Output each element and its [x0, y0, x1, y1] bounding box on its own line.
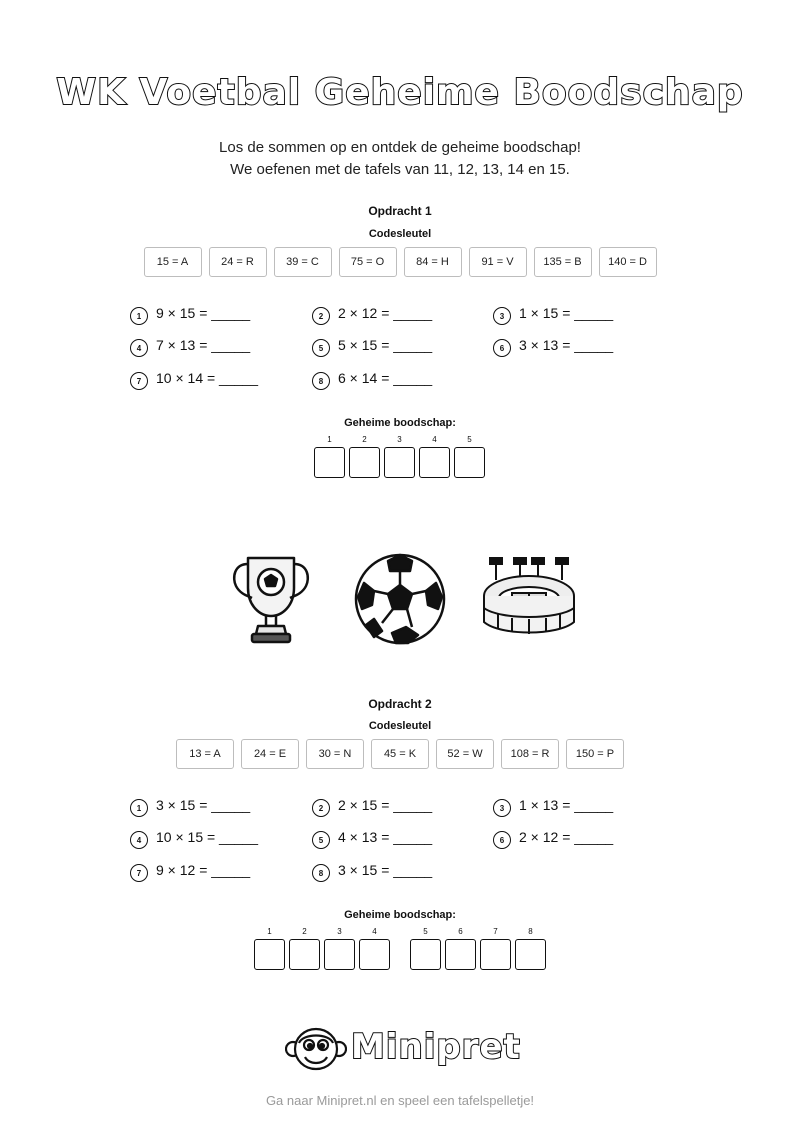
- problem-text: 10 × 15 = _____: [156, 829, 258, 845]
- answer-box[interactable]: [454, 447, 485, 478]
- answer-box[interactable]: [349, 447, 380, 478]
- exercise1-code-key-label: Codesleutel: [368, 228, 432, 240]
- slot-number: 6: [458, 927, 463, 936]
- problem: [493, 826, 613, 848]
- answer-box[interactable]: [314, 447, 345, 478]
- slot-number: 3: [337, 927, 342, 936]
- code-key-item: 91 = V: [469, 247, 527, 277]
- answer-slot: [480, 928, 511, 970]
- answer-box[interactable]: [384, 447, 415, 478]
- problem: [130, 302, 250, 324]
- problem: [312, 859, 432, 881]
- code-key-item: 39 = C: [274, 247, 332, 277]
- code-key-item: 140 = D: [599, 247, 657, 277]
- code-key-item: 24 = E: [241, 739, 299, 769]
- soccer-ball-icon: [352, 551, 448, 647]
- problem: [312, 794, 432, 816]
- problem: [130, 859, 250, 881]
- problem-number: 2: [312, 307, 330, 325]
- problem-number: 1: [130, 799, 148, 817]
- problem-text: 2 × 12 = _____: [519, 829, 614, 845]
- intro-line-1: Los de sommen op en ontdek de geheime boodschap!: [219, 139, 581, 156]
- footer-text: Ga naar Minipret.nl en speel een tafelspelletje!: [265, 1093, 535, 1108]
- problem-text: 7 × 13 = _____: [156, 337, 251, 353]
- answer-slot: [445, 928, 476, 970]
- problem-number: 8: [312, 372, 330, 390]
- problem-number: 6: [493, 831, 511, 849]
- slot-number: 5: [423, 927, 428, 936]
- code-key-item: 135 = B: [534, 247, 592, 277]
- exercise2-answer-slots-word2: [410, 928, 546, 970]
- problem-text: 2 × 12 = _____: [338, 305, 433, 321]
- problem-text: 6 × 14 = _____: [338, 370, 433, 386]
- exercise2-secret-label: Geheime boodschap:: [344, 909, 456, 921]
- page-title: WK Voetbal Geheime Boodschap: [56, 72, 744, 113]
- brand-logo: [285, 1025, 521, 1075]
- slot-number: 8: [528, 927, 533, 936]
- problem-number: 8: [312, 864, 330, 882]
- problem-number: 1: [130, 307, 148, 325]
- code-key-item: 84 = H: [404, 247, 462, 277]
- exercise1-heading: Opdracht 1: [368, 204, 432, 218]
- answer-box[interactable]: [515, 939, 546, 970]
- answer-box[interactable]: [419, 447, 450, 478]
- answer-slot: [314, 436, 345, 478]
- answer-slot: [515, 928, 546, 970]
- slot-number: 7: [493, 927, 498, 936]
- monkey-icon: [285, 1025, 347, 1073]
- code-key-item: 52 = W: [436, 739, 494, 769]
- code-key-item: 75 = O: [339, 247, 397, 277]
- answer-box[interactable]: [410, 939, 441, 970]
- answer-slot: [419, 436, 450, 478]
- answer-slot: [454, 436, 485, 478]
- answer-box[interactable]: [254, 939, 285, 970]
- exercise2-heading: Opdracht 2: [368, 697, 432, 711]
- problem: [493, 794, 613, 816]
- code-key-item: 15 = A: [144, 247, 202, 277]
- slot-number: 1: [267, 927, 272, 936]
- slot-number: 4: [432, 435, 437, 444]
- problem-text: 3 × 15 = _____: [338, 862, 433, 878]
- problem-number: 2: [312, 799, 330, 817]
- problem: [493, 302, 613, 324]
- problem: [130, 334, 250, 356]
- exercise1-secret-label: Geheime boodschap:: [344, 417, 456, 429]
- problem-number: 4: [130, 831, 148, 849]
- slot-number: 3: [397, 435, 402, 444]
- code-key-item: 45 = K: [371, 739, 429, 769]
- problem-number: 7: [130, 864, 148, 882]
- problem-text: 2 × 15 = _____: [338, 797, 433, 813]
- trophy-icon: [226, 548, 316, 648]
- problem-text: 9 × 15 = _____: [156, 305, 251, 321]
- intro-line-2: We oefenen met de tafels van 11, 12, 13, 14 en 15.: [230, 161, 570, 178]
- problem: [312, 826, 432, 848]
- exercise2-code-key: [0, 739, 800, 769]
- problem: [312, 334, 432, 356]
- problem-number: 6: [493, 339, 511, 357]
- answer-slot: [384, 436, 415, 478]
- answer-box[interactable]: [289, 939, 320, 970]
- problem-text: 1 × 13 = _____: [519, 797, 614, 813]
- code-key-item: 150 = P: [566, 739, 624, 769]
- problem: [312, 367, 432, 389]
- code-key-item: 13 = A: [176, 739, 234, 769]
- answer-box[interactable]: [359, 939, 390, 970]
- answer-box[interactable]: [445, 939, 476, 970]
- slot-number: 2: [362, 435, 367, 444]
- problem-number: 5: [312, 831, 330, 849]
- slot-number: 2: [302, 927, 307, 936]
- problem-text: 4 × 13 = _____: [338, 829, 433, 845]
- exercise2-code-key-label: Codesleutel: [368, 720, 432, 732]
- problem: [130, 826, 258, 848]
- answer-slot: [359, 928, 390, 970]
- problem-text: 1 × 15 = _____: [519, 305, 614, 321]
- slot-number: 4: [372, 927, 377, 936]
- problem-number: 3: [493, 799, 511, 817]
- slot-number: 5: [467, 435, 472, 444]
- problem-text: 10 × 14 = _____: [156, 370, 258, 386]
- exercise1-code-key: [0, 247, 800, 277]
- answer-box[interactable]: [324, 939, 355, 970]
- code-key-item: 24 = R: [209, 247, 267, 277]
- answer-slot: [410, 928, 441, 970]
- problem-number: 7: [130, 372, 148, 390]
- problem-text: 3 × 13 = _____: [519, 337, 614, 353]
- problem-number: 4: [130, 339, 148, 357]
- answer-slot: [324, 928, 355, 970]
- problem-text: 9 × 12 = _____: [156, 862, 251, 878]
- problem-text: 3 × 15 = _____: [156, 797, 251, 813]
- problem: [493, 334, 613, 356]
- answer-slot: [254, 928, 285, 970]
- code-key-item: 108 = R: [501, 739, 559, 769]
- problem-number: 5: [312, 339, 330, 357]
- answer-slot: [289, 928, 320, 970]
- code-key-item: 30 = N: [306, 739, 364, 769]
- problem: [312, 302, 432, 324]
- stadium-icon: [480, 556, 578, 640]
- answer-slot: [349, 436, 380, 478]
- problem-number: 3: [493, 307, 511, 325]
- exercise2-answer-slots-word1: [254, 928, 390, 970]
- problem: [130, 367, 258, 389]
- answer-box[interactable]: [480, 939, 511, 970]
- brand-name: Minipret: [351, 1027, 521, 1067]
- problem-text: 5 × 15 = _____: [338, 337, 433, 353]
- slot-number: 1: [327, 435, 332, 444]
- problem: [130, 794, 250, 816]
- exercise1-answer-slots: [314, 436, 485, 478]
